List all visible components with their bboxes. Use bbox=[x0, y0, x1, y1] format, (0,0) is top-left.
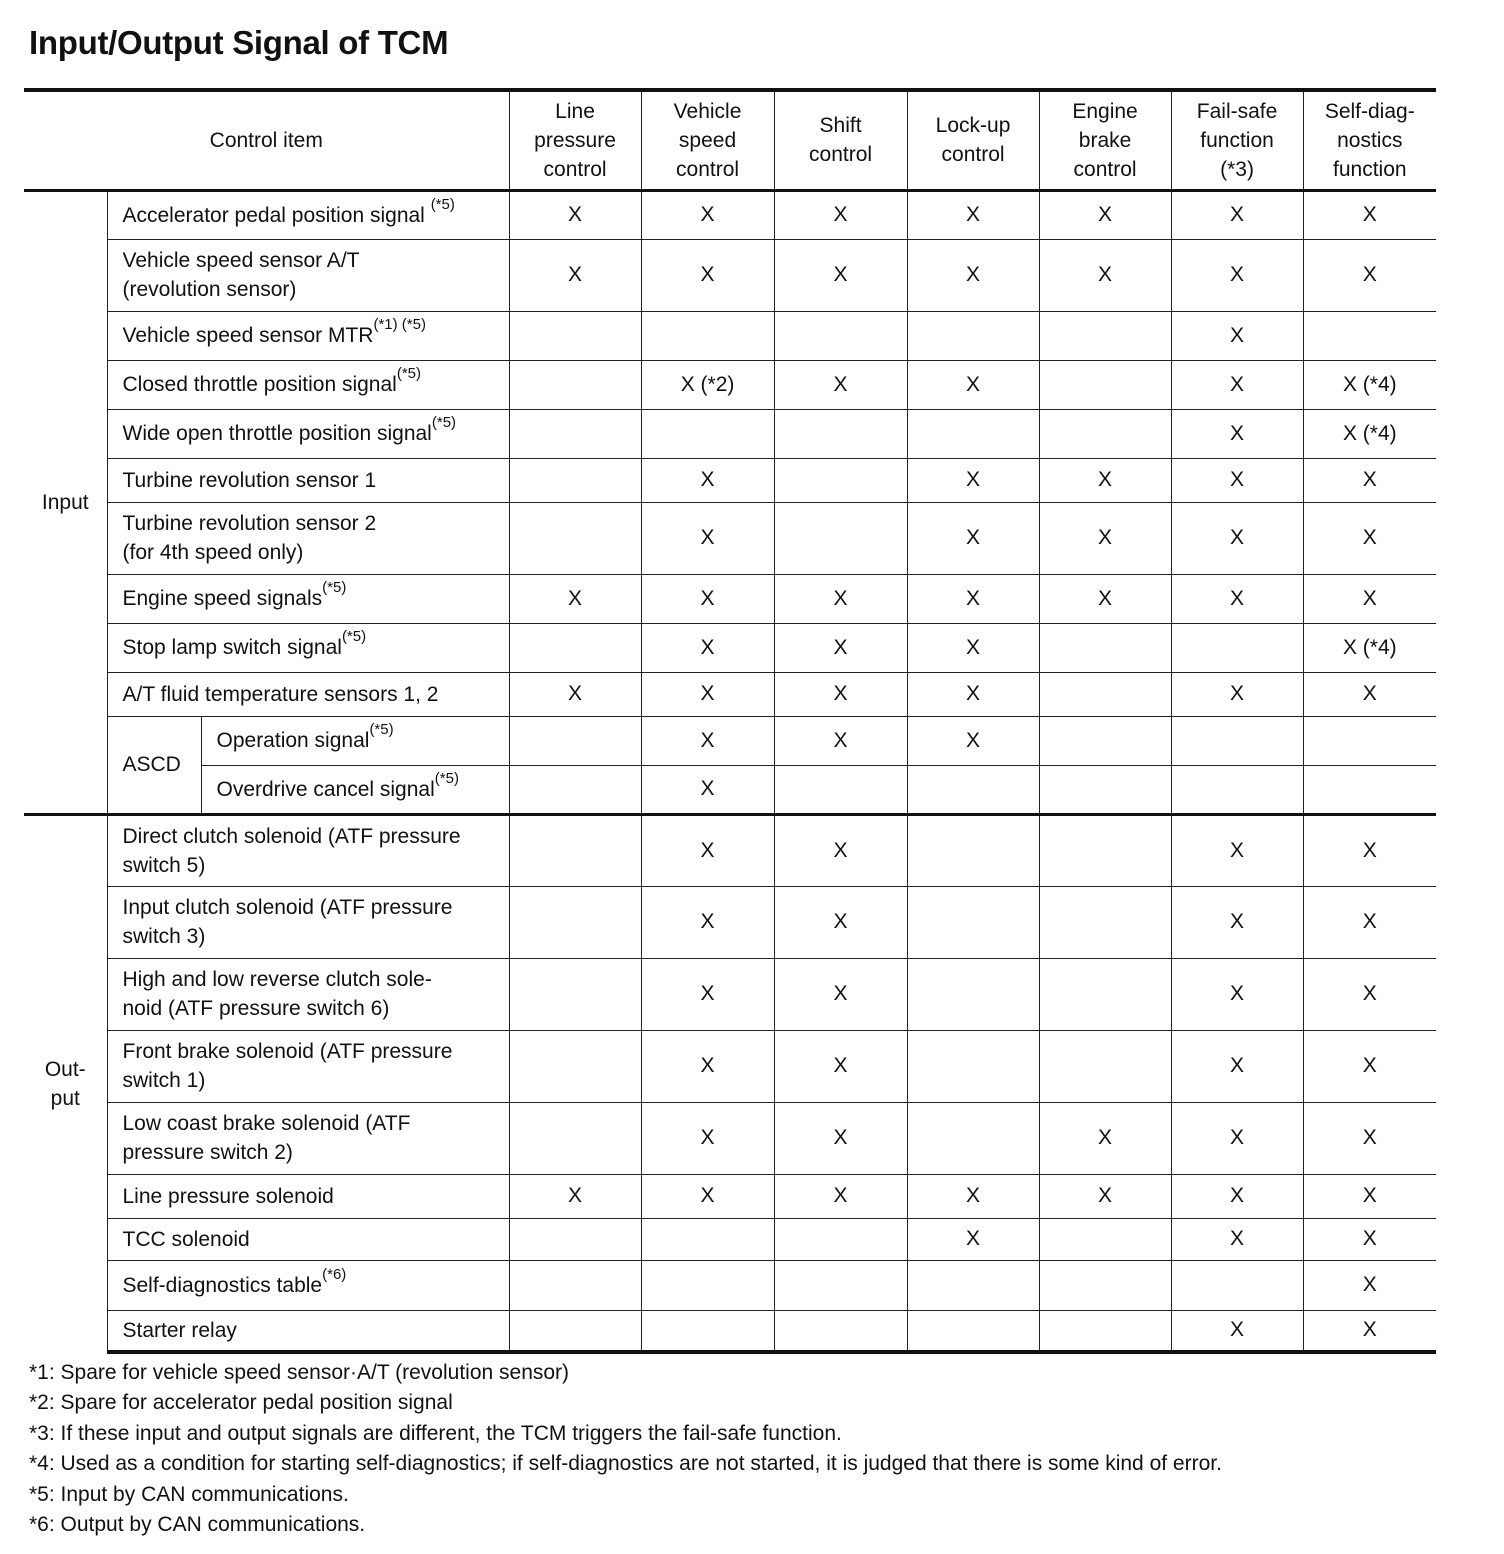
mark-cell bbox=[1039, 958, 1171, 1030]
mark-cell: X bbox=[1303, 1218, 1436, 1260]
mark-cell: X bbox=[641, 190, 774, 239]
mark-cell bbox=[907, 311, 1039, 360]
mark-cell bbox=[509, 1310, 641, 1352]
row-label: Operation signal bbox=[216, 729, 370, 752]
table-row bbox=[24, 716, 1436, 765]
mark-cell bbox=[509, 886, 641, 958]
row-label: Turbine revolution sensor 1 bbox=[122, 468, 377, 492]
control-item bbox=[107, 886, 509, 958]
mark-cell: X bbox=[1171, 409, 1303, 458]
mark-cell bbox=[907, 958, 1039, 1030]
control-item bbox=[107, 409, 509, 458]
table-row bbox=[24, 360, 1436, 409]
table-row bbox=[24, 239, 1436, 311]
mark-cell: X bbox=[509, 1174, 641, 1218]
col-header-line: Vehicle bbox=[673, 99, 742, 123]
mark-cell bbox=[1171, 765, 1303, 814]
col-header-line: control bbox=[1073, 157, 1137, 181]
col-header-line: speed bbox=[678, 128, 737, 152]
mark-cell: X bbox=[641, 574, 774, 623]
row-label: Vehicle speed sensor MTR bbox=[122, 324, 374, 347]
footnote-ref: (*5) bbox=[434, 769, 459, 787]
mark-cell: X bbox=[1039, 458, 1171, 502]
mark-cell: X bbox=[1303, 1174, 1436, 1218]
col-header-line: pressure bbox=[534, 128, 616, 152]
mark-cell: X bbox=[1171, 672, 1303, 716]
mark-cell: X bbox=[1171, 958, 1303, 1030]
mark-cell bbox=[509, 623, 641, 672]
mark-cell bbox=[1039, 1030, 1171, 1102]
row-label: (for 4th speed only) bbox=[122, 541, 304, 564]
control-item bbox=[107, 574, 509, 623]
mark-cell: X (*4) bbox=[1303, 409, 1436, 458]
col-header-self-diagnostics bbox=[1303, 90, 1436, 190]
mark-cell: X bbox=[1171, 1102, 1303, 1174]
mark-cell: X bbox=[641, 958, 774, 1030]
mark-cell bbox=[509, 311, 641, 360]
mark-cell: X bbox=[1039, 1102, 1171, 1174]
mark-cell: X bbox=[774, 886, 907, 958]
col-header-line: Lock-up bbox=[935, 114, 1011, 138]
mark-cell: X bbox=[1303, 1310, 1436, 1352]
mark-cell: X bbox=[907, 623, 1039, 672]
mark-cell: X bbox=[774, 623, 907, 672]
col-header-line: Fail-safe bbox=[1196, 99, 1278, 123]
col-header-line: nostics bbox=[1337, 128, 1403, 152]
mark-cell bbox=[509, 502, 641, 574]
col-header-line: control bbox=[809, 143, 873, 167]
col-header-line: Self-diag- bbox=[1324, 99, 1415, 123]
mark-cell bbox=[1171, 1260, 1303, 1310]
mark-cell: X bbox=[1039, 190, 1171, 239]
mark-cell: X bbox=[641, 886, 774, 958]
control-item bbox=[107, 190, 509, 239]
footnote-ref: (*5) bbox=[430, 195, 455, 213]
table-row bbox=[24, 409, 1436, 458]
footnote-ref: (*5) bbox=[369, 721, 394, 738]
table-row bbox=[24, 502, 1436, 574]
mark-cell: X bbox=[774, 1030, 907, 1102]
mark-cell: X bbox=[641, 1030, 774, 1102]
mark-cell: X bbox=[509, 672, 641, 716]
footnote: *1: Spare for vehicle speed sensor·A/T (revolution sensor) bbox=[29, 1361, 570, 1384]
input-group-label-text: Input bbox=[41, 490, 89, 514]
table-row bbox=[24, 672, 1436, 716]
mark-cell: X bbox=[1039, 1174, 1171, 1218]
col-header-line: Engine bbox=[1072, 99, 1138, 123]
mark-cell: X bbox=[774, 1102, 907, 1174]
control-item bbox=[107, 1174, 509, 1218]
mark-cell bbox=[509, 409, 641, 458]
mark-cell: X bbox=[774, 958, 907, 1030]
mark-cell: X bbox=[907, 1174, 1039, 1218]
mark-cell bbox=[907, 814, 1039, 886]
col-header-line: Line bbox=[555, 99, 595, 123]
row-label: (revolution sensor) bbox=[122, 278, 297, 301]
control-item bbox=[107, 1030, 509, 1102]
row-label: Self-diagnostics table bbox=[122, 1273, 323, 1297]
control-item bbox=[201, 716, 509, 765]
table-row bbox=[24, 1102, 1436, 1174]
mark-cell: X (*2) bbox=[641, 360, 774, 409]
mark-cell: X bbox=[641, 1102, 774, 1174]
row-label: Low coast brake solenoid (ATF bbox=[122, 1112, 411, 1135]
mark-cell: X bbox=[1171, 1310, 1303, 1352]
mark-cell: X bbox=[1171, 190, 1303, 239]
row-label: Wide open throttle position signal bbox=[122, 422, 432, 445]
mark-cell: X bbox=[1171, 458, 1303, 502]
control-item bbox=[107, 239, 509, 311]
table-row bbox=[24, 1260, 1436, 1310]
row-label: Stop lamp switch signal bbox=[122, 636, 342, 659]
table-row bbox=[24, 190, 1436, 239]
mark-cell bbox=[774, 458, 907, 502]
table-row bbox=[24, 1030, 1436, 1102]
row-label: High and low reverse clutch sole- bbox=[122, 968, 432, 991]
mark-cell bbox=[1171, 623, 1303, 672]
mark-cell bbox=[509, 458, 641, 502]
mark-cell: X bbox=[1303, 672, 1436, 716]
row-label: switch 3) bbox=[122, 925, 206, 948]
col-header-lockup bbox=[907, 90, 1039, 190]
mark-cell: X bbox=[1303, 574, 1436, 623]
mark-cell bbox=[907, 1310, 1039, 1352]
control-item bbox=[107, 672, 509, 716]
mark-cell: X bbox=[774, 239, 907, 311]
mark-cell bbox=[907, 409, 1039, 458]
mark-cell bbox=[907, 1030, 1039, 1102]
col-header-engine-brake bbox=[1039, 90, 1171, 190]
mark-cell: X bbox=[1171, 502, 1303, 574]
mark-cell: X bbox=[774, 360, 907, 409]
control-item bbox=[107, 458, 509, 502]
mark-cell: X bbox=[1171, 1174, 1303, 1218]
mark-cell: X bbox=[907, 672, 1039, 716]
mark-cell: X bbox=[774, 190, 907, 239]
control-item bbox=[107, 360, 509, 409]
output-group-label-text: Out- bbox=[44, 1057, 86, 1081]
mark-cell bbox=[1171, 716, 1303, 765]
mark-cell bbox=[1039, 672, 1171, 716]
mark-cell bbox=[907, 765, 1039, 814]
footnote: *6: Output by CAN communications. bbox=[29, 1513, 366, 1537]
mark-cell: X bbox=[1303, 502, 1436, 574]
mark-cell: X bbox=[1171, 239, 1303, 311]
mark-cell: X bbox=[1039, 502, 1171, 574]
mark-cell bbox=[907, 886, 1039, 958]
mark-cell: X bbox=[1171, 311, 1303, 360]
mark-cell bbox=[641, 409, 774, 458]
mark-cell bbox=[509, 1030, 641, 1102]
mark-cell: X bbox=[907, 1218, 1039, 1260]
row-label: switch 1) bbox=[122, 1069, 206, 1092]
table-row bbox=[24, 1174, 1436, 1218]
mark-cell: X bbox=[1303, 814, 1436, 886]
header-row bbox=[24, 90, 1436, 190]
mark-cell: X bbox=[1303, 1260, 1436, 1310]
table-row bbox=[24, 574, 1436, 623]
mark-cell: X bbox=[641, 502, 774, 574]
mark-cell bbox=[1039, 1310, 1171, 1352]
mark-cell: X bbox=[1171, 886, 1303, 958]
footnote: *4: Used as a condition for starting self-diagnostics; if self-diagnostics are not started, it is judged that there is some kind of error. bbox=[29, 1452, 1222, 1476]
mark-cell bbox=[774, 765, 907, 814]
row-label: Direct clutch solenoid (ATF pressure bbox=[122, 824, 461, 848]
mark-cell: X bbox=[641, 458, 774, 502]
mark-cell: X bbox=[641, 716, 774, 765]
mark-cell bbox=[509, 1102, 641, 1174]
mark-cell: X bbox=[907, 190, 1039, 239]
mark-cell: X bbox=[1039, 574, 1171, 623]
row-label: Turbine revolution sensor 2 bbox=[122, 512, 377, 535]
table-row bbox=[24, 458, 1436, 502]
mark-cell: X bbox=[907, 360, 1039, 409]
footnotes bbox=[29, 1358, 1222, 1540]
col-header-line: Shift bbox=[819, 114, 862, 138]
control-item-header: Control item bbox=[24, 90, 509, 190]
row-label: TCC solenoid bbox=[122, 1227, 250, 1251]
mark-cell: X bbox=[907, 502, 1039, 574]
mark-cell: X bbox=[1171, 814, 1303, 886]
mark-cell bbox=[1303, 311, 1436, 360]
mark-cell: X bbox=[641, 814, 774, 886]
ascd-text: ASCD bbox=[122, 752, 181, 776]
mark-cell: X bbox=[1303, 886, 1436, 958]
mark-cell bbox=[774, 409, 907, 458]
col-header-line: brake bbox=[1078, 128, 1132, 152]
mark-cell: X bbox=[774, 716, 907, 765]
footnote-ref: (*1) (*5) bbox=[373, 316, 426, 333]
mark-cell bbox=[774, 1310, 907, 1352]
row-label: Front brake solenoid (ATF pressure bbox=[122, 1040, 453, 1063]
control-item bbox=[107, 502, 509, 574]
mark-cell: X bbox=[774, 672, 907, 716]
col-header-vehicle-speed bbox=[641, 90, 774, 190]
mark-cell: X bbox=[1171, 574, 1303, 623]
mark-cell bbox=[907, 1260, 1039, 1310]
mark-cell: X bbox=[641, 765, 774, 814]
mark-cell bbox=[509, 765, 641, 814]
mark-cell bbox=[509, 814, 641, 886]
col-header-line-pressure bbox=[509, 90, 641, 190]
table-row bbox=[24, 623, 1436, 672]
mark-cell: X bbox=[907, 574, 1039, 623]
mark-cell: X bbox=[1303, 1030, 1436, 1102]
output-group-label-text: put bbox=[50, 1086, 80, 1110]
mark-cell bbox=[1039, 1260, 1171, 1310]
mark-cell: X bbox=[1303, 458, 1436, 502]
mark-cell bbox=[1039, 716, 1171, 765]
row-label: Engine speed signals bbox=[122, 587, 323, 610]
table-row bbox=[24, 311, 1436, 360]
mark-cell bbox=[509, 1260, 641, 1310]
mark-cell: X bbox=[1303, 239, 1436, 311]
table-row bbox=[24, 765, 1436, 814]
mark-cell bbox=[774, 502, 907, 574]
control-item bbox=[107, 1102, 509, 1174]
table-row bbox=[24, 886, 1436, 958]
col-header-line: function bbox=[1333, 157, 1407, 181]
col-header-shift bbox=[774, 90, 907, 190]
col-header-line: (*3) bbox=[1220, 157, 1254, 181]
mark-cell: X (*4) bbox=[1303, 360, 1436, 409]
mark-cell: X bbox=[1171, 1218, 1303, 1260]
row-label: Overdrive cancel signal bbox=[216, 777, 435, 801]
mark-cell: X bbox=[774, 1174, 907, 1218]
mark-cell: X (*4) bbox=[1303, 623, 1436, 672]
footnote-ref: (*5) bbox=[341, 628, 367, 645]
mark-cell: X bbox=[907, 716, 1039, 765]
mark-cell: X bbox=[1171, 360, 1303, 409]
col-header-line: control bbox=[543, 157, 607, 181]
mark-cell: X bbox=[641, 672, 774, 716]
mark-cell bbox=[1303, 716, 1436, 765]
row-label: noid (ATF pressure switch 6) bbox=[122, 997, 390, 1020]
row-label: switch 5) bbox=[122, 853, 206, 877]
mark-cell: X bbox=[1171, 1030, 1303, 1102]
control-item bbox=[107, 1310, 509, 1352]
mark-cell: X bbox=[641, 623, 774, 672]
control-item bbox=[107, 814, 509, 886]
row-label: A/T fluid temperature sensors 1, 2 bbox=[122, 682, 439, 706]
mark-cell bbox=[509, 716, 641, 765]
control-item bbox=[107, 623, 509, 672]
mark-cell: X bbox=[509, 574, 641, 623]
control-item bbox=[107, 958, 509, 1030]
footnote-ref: (*5) bbox=[322, 579, 347, 596]
mark-cell bbox=[1039, 623, 1171, 672]
table-row bbox=[24, 1218, 1436, 1260]
mark-cell bbox=[1039, 886, 1171, 958]
footnote: *3: If these input and output signals are different, the TCM triggers the fail-safe function. bbox=[29, 1421, 842, 1445]
footnote-ref: (*5) bbox=[396, 365, 421, 382]
tcm-signal-table bbox=[24, 88, 1436, 1354]
mark-cell bbox=[641, 1218, 774, 1260]
mark-cell bbox=[509, 1218, 641, 1260]
mark-cell bbox=[907, 1102, 1039, 1174]
mark-cell bbox=[774, 1218, 907, 1260]
footnote: *5: Input by CAN communications. bbox=[29, 1482, 349, 1506]
table-row bbox=[24, 958, 1436, 1030]
mark-cell bbox=[1039, 1218, 1171, 1260]
row-label: Closed throttle position signal bbox=[122, 373, 397, 396]
mark-cell: X bbox=[1039, 239, 1171, 311]
mark-cell bbox=[1039, 311, 1171, 360]
mark-cell bbox=[509, 958, 641, 1030]
col-header-line: control bbox=[676, 157, 740, 181]
mark-cell: X bbox=[641, 1174, 774, 1218]
mark-cell: X bbox=[907, 239, 1039, 311]
col-header-fail-safe bbox=[1171, 90, 1303, 190]
mark-cell bbox=[641, 311, 774, 360]
footnote-ref: (*6) bbox=[322, 1265, 347, 1283]
col-header-line: control bbox=[941, 143, 1005, 167]
footnote-ref: (*5) bbox=[431, 414, 457, 431]
row-label: Line pressure solenoid bbox=[122, 1184, 334, 1208]
page-title: Input/Output Signal of TCM bbox=[29, 24, 449, 61]
mark-cell: X bbox=[907, 458, 1039, 502]
ascd-group-label bbox=[107, 716, 201, 814]
row-label: Input clutch solenoid (ATF pressure bbox=[122, 896, 453, 919]
output-group-label bbox=[24, 814, 107, 1352]
mark-cell: X bbox=[509, 190, 641, 239]
row-label: pressure switch 2) bbox=[122, 1141, 293, 1164]
mark-cell bbox=[641, 1260, 774, 1310]
table-row bbox=[24, 1310, 1436, 1352]
col-header-line: function bbox=[1200, 128, 1274, 152]
mark-cell bbox=[641, 1310, 774, 1352]
table-row bbox=[24, 814, 1436, 886]
mark-cell bbox=[509, 360, 641, 409]
row-label: Accelerator pedal position signal bbox=[122, 203, 431, 227]
control-item bbox=[107, 1260, 509, 1310]
mark-cell: X bbox=[1303, 190, 1436, 239]
footnote: *2: Spare for accelerator pedal position signal bbox=[29, 1391, 453, 1415]
mark-cell bbox=[1039, 765, 1171, 814]
mark-cell: X bbox=[1303, 958, 1436, 1030]
control-item bbox=[107, 311, 509, 360]
mark-cell bbox=[1039, 409, 1171, 458]
mark-cell bbox=[1039, 360, 1171, 409]
input-group-label bbox=[24, 190, 107, 814]
mark-cell: X bbox=[774, 574, 907, 623]
row-label: Vehicle speed sensor A/T bbox=[122, 249, 360, 272]
row-label: Starter relay bbox=[122, 1318, 237, 1342]
mark-cell bbox=[1303, 765, 1436, 814]
mark-cell: X bbox=[1303, 1102, 1436, 1174]
mark-cell: X bbox=[641, 239, 774, 311]
control-item bbox=[201, 765, 509, 814]
mark-cell: X bbox=[509, 239, 641, 311]
mark-cell: X bbox=[774, 814, 907, 886]
mark-cell bbox=[774, 311, 907, 360]
mark-cell bbox=[1039, 814, 1171, 886]
control-item bbox=[107, 1218, 509, 1260]
mark-cell bbox=[774, 1260, 907, 1310]
